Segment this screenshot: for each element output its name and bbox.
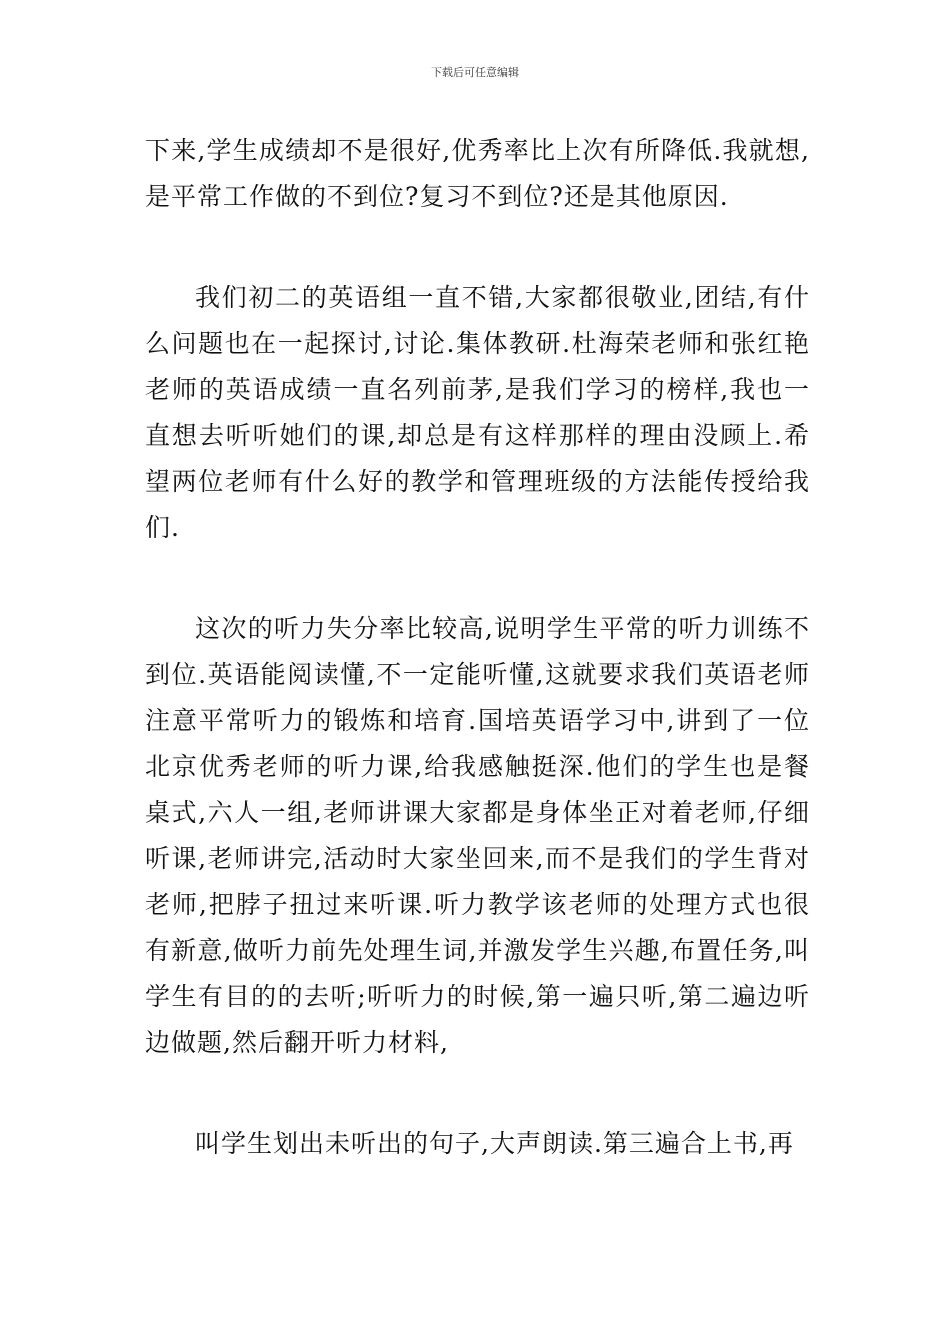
- document-body: [145, 128, 810, 1167]
- paragraph-2: 我们初二的英语组一直不错,大家都很敬业,团结,有什么问题也在一起探讨,讨论.集体教研.杜海荣老师和张红艳老师的英语成绩一直名列前茅,是我们学习的榜样,我也一直想去听听她们的课,却总是有这样那样的理由没顾上.希望两位老师有什么好的教学和管理班级的方法能传授给我们.: [145, 283, 810, 542]
- paragraph-3: 这次的听力失分率比较高,说明学生平常的听力训练不到位.英语能阅读懂,不一定能听懂,这就要求我们英语老师注意平常听力的锻炼和培育.国培英语学习中,讲到了一位北京优秀老师的听力课,给我感触挺深.他们的学生也是餐桌式,六人一组,老师讲课大家都是身体坐正对着老师,仔细听课,老师讲完,活动时大家坐回来,而不是我们的学生背对老师,把脖子扭过来听课.听力教学该老师的处理方式也很有新意,做听力前先处理生词,并激发学生兴趣,布置任务,叫学生有目的的去听;听听力的时候,第一遍只听,第二遍边听边做题,然后翻开听力材料,: [145, 614, 810, 1057]
- paragraph-4: 叫学生划出未听出的句子,大声朗读.第三遍合上书,再: [195, 1129, 794, 1158]
- page-header: 下载后可任意编辑: [431, 66, 519, 79]
- paragraph-1: 下来,学生成绩却不是很好,优秀率比上次有所降低.我就想,是平常工作做的不到位?复习不到位?还是其他原因.: [145, 136, 810, 211]
